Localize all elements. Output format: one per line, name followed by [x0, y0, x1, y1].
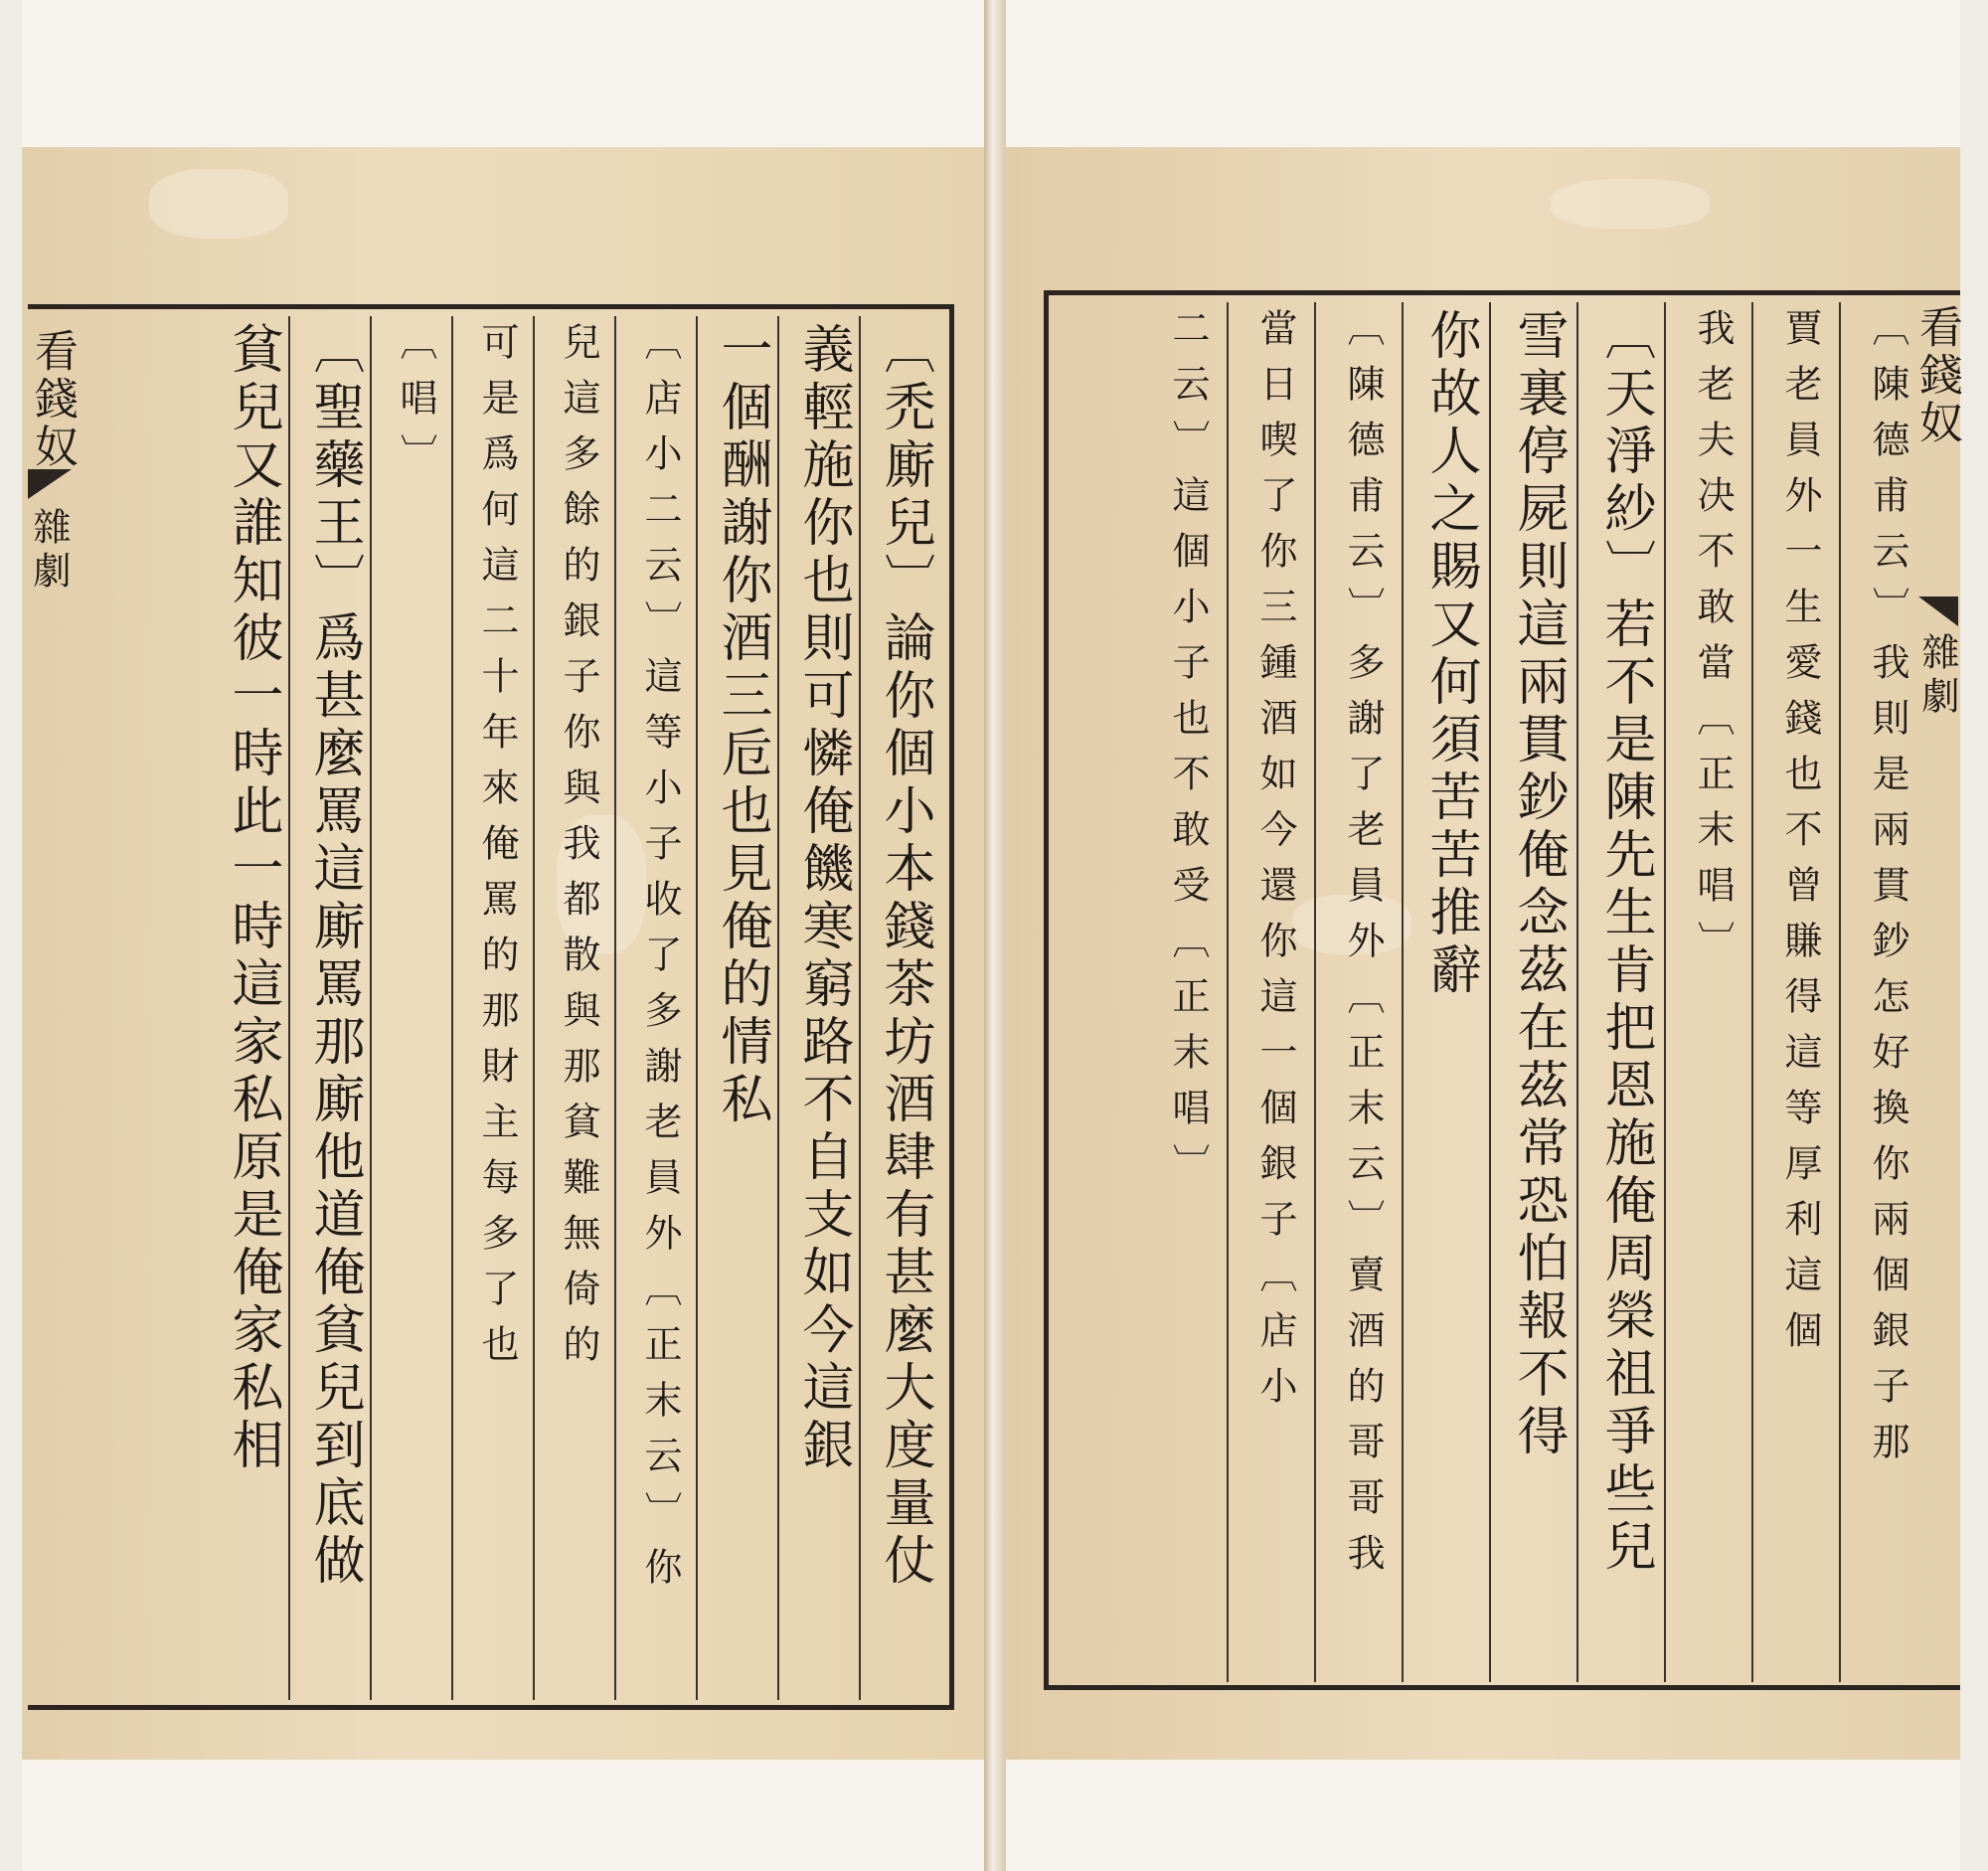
text-column: 雪裏停屍則這兩貫鈔俺念茲在茲常恐怕報不得	[1508, 308, 1568, 1461]
right-fishtail-mark	[1918, 596, 1958, 626]
column-rule	[1402, 302, 1404, 1682]
column-rule	[451, 316, 453, 1700]
text-column: 你故人之賜又何須苦苦推辭	[1420, 308, 1480, 1000]
text-column: 〔禿廝兒〕論你個小本錢茶坊酒肆有甚麼大度量仗	[875, 322, 934, 1591]
book-gutter	[984, 0, 1006, 1871]
column-rule	[777, 316, 779, 1700]
text-column: 〔陳德甫云〕我則是兩貫鈔怎好換你兩個銀子那	[1866, 308, 1909, 1477]
text-column: 〔聖藥王〕爲甚麼罵這廝罵那廝他道俺貧兒到底做	[304, 322, 364, 1591]
column-rule	[370, 316, 372, 1700]
stain	[1551, 179, 1710, 229]
text-column: 我老夫决不敢當〔正末唱〕	[1691, 308, 1735, 976]
text-column: 〔陳德甫云〕多謝了老員外〔正末云〕賣酒的哥哥我	[1341, 308, 1385, 1589]
text-column: 〔店小二云〕這等小子收了多謝老員外〔正末云〕你	[638, 322, 682, 1603]
stain	[149, 169, 288, 239]
column-rule	[1664, 302, 1666, 1682]
left-top-margin	[22, 0, 984, 147]
column-rule	[859, 316, 861, 1700]
text-column: 〔天淨紗〕若不是陳先生肯把恩施俺周榮祖爭些兒	[1595, 308, 1655, 1577]
column-rule	[288, 316, 290, 1700]
left-page-text	[28, 316, 942, 1700]
text-column: 可是爲何這二十年來俺罵的那財主每多了也	[475, 322, 519, 1380]
right-top-margin	[1006, 0, 1960, 147]
right-bottom-margin	[1006, 1760, 1960, 1871]
column-rule	[614, 316, 616, 1700]
text-column: 二云〕這個小子也不敢受〔正末唱〕	[1166, 308, 1210, 1199]
left-edge-title: 看錢奴	[27, 328, 78, 471]
column-rule	[1227, 302, 1229, 1682]
column-rule	[1839, 302, 1841, 1682]
column-rule	[696, 316, 698, 1700]
column-rule	[533, 316, 535, 1700]
text-column: 義輕施你也則可憐俺饑寒窮路不自支如今這銀	[793, 322, 853, 1475]
column-rule	[1576, 302, 1578, 1682]
text-column: 兒這多餘的銀子你與我都散與那貧難無倚的	[557, 322, 600, 1380]
text-column: 一個酬謝你酒三卮也見俺的情私	[712, 322, 771, 1129]
column-rule	[1314, 302, 1316, 1682]
right-edge-category: 雜劇	[1915, 632, 1959, 720]
left-edge-category: 雜劇	[27, 507, 71, 595]
right-edge-title: 看錢奴	[1911, 304, 1962, 447]
column-rule	[1489, 302, 1491, 1682]
text-column: 貧兒又誰知彼一時此一時這家私原是俺家私相	[223, 322, 282, 1475]
column-rule	[1751, 302, 1753, 1682]
text-column: 當日喫了你三鍾酒如今還你這一個銀子〔店小	[1253, 308, 1297, 1422]
left-bottom-margin	[22, 1760, 984, 1871]
text-column: 賈老員外一生愛錢也不曾賺得這等厚利這個	[1778, 308, 1822, 1366]
left-fishtail-mark	[28, 469, 72, 499]
text-column: 〔唱〕	[394, 322, 437, 489]
right-page-text	[1054, 302, 1928, 1682]
